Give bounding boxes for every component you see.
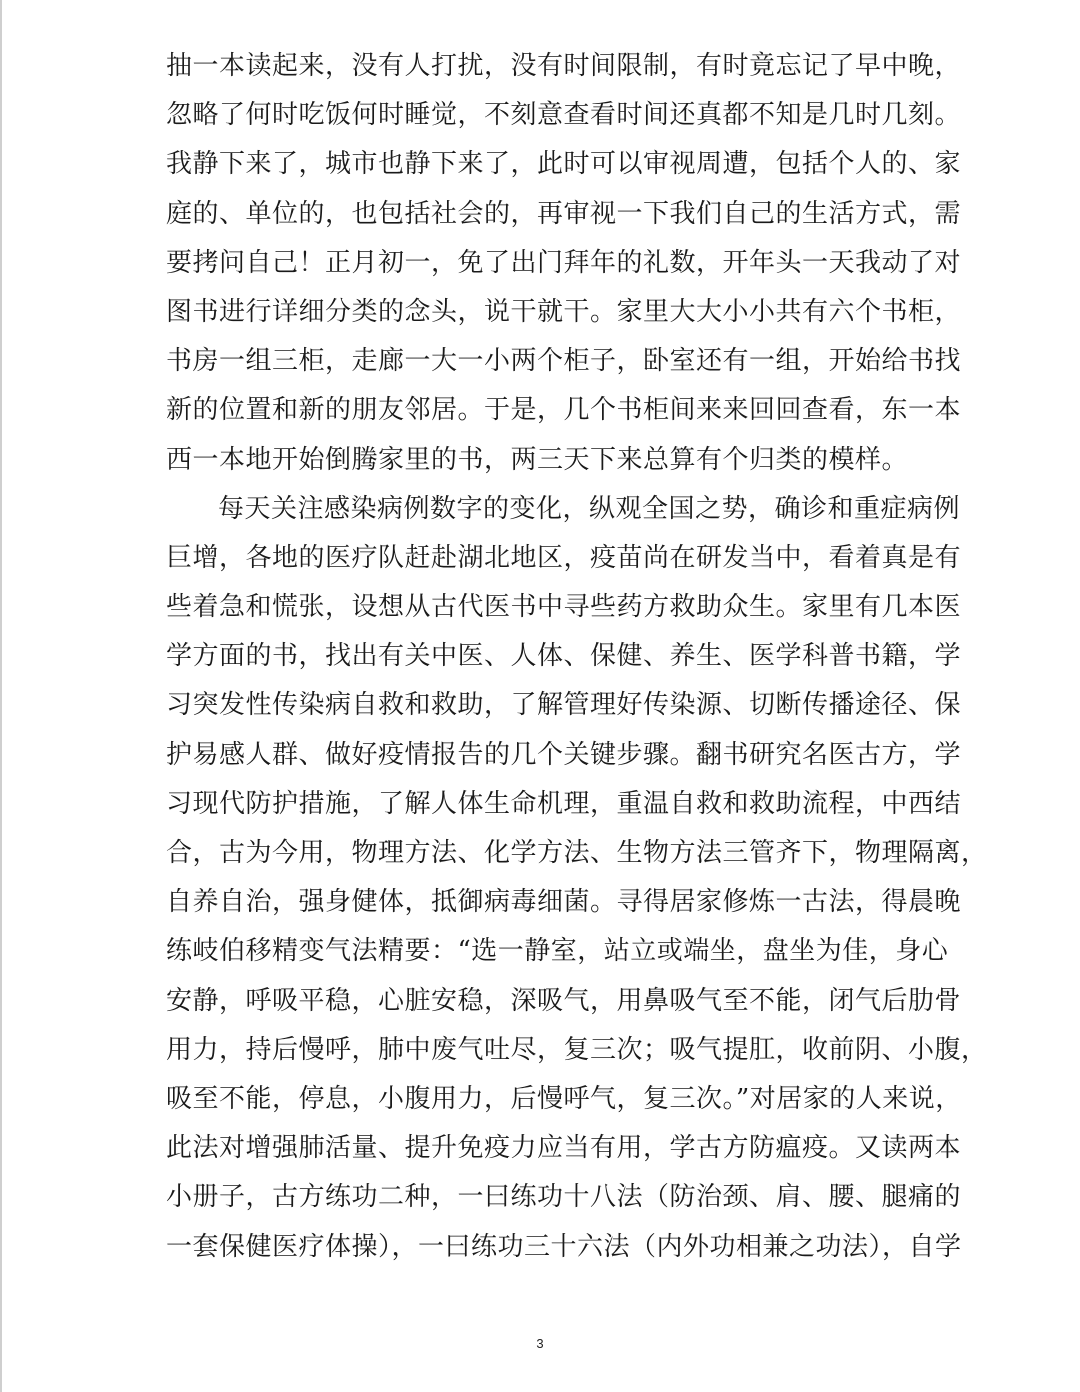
text-line: 合，古为今用，物理方法、化学方法、生物方法三管齐下，物理隔离， bbox=[166, 838, 988, 868]
text-line: 我静下来了，城市也静下来了，此时可以审视周遭，包括个人的、家 bbox=[166, 149, 962, 180]
text-line: 习突发性传染病自救和救助，了解管理好传染源、切断传播途径、保 bbox=[166, 690, 962, 721]
text-line: 巨增，各地的医疗队赶赴湖北地区，疫苗尚在研发当中，看着真是有 bbox=[166, 542, 962, 573]
text-line: 新的位置和新的朋友邻居。于是，几个书柜间来来回回查看，东一本 bbox=[166, 395, 962, 426]
page-edge-divider bbox=[0, 0, 2, 1392]
text-line: 吸至不能，停息，小腹用力，后慢呼气，复三次。”对居家的人来说， bbox=[166, 1083, 962, 1114]
text-line: 安静，呼吸平稳，心脏安稳，深吸气，用鼻吸气至不能，闭气后肋骨 bbox=[166, 985, 962, 1016]
paragraph-first-line: 每天关注感染病例数字的变化，纵观全国之势，确诊和重症病例 bbox=[218, 493, 961, 524]
body-text bbox=[166, 42, 988, 1272]
page-number: 3 bbox=[536, 1336, 544, 1351]
text-line: 自养自治，强身健体，抵御病毒细菌。寻得居家修炼一古法，得晨晚 bbox=[166, 887, 962, 918]
text-line: 一套保健医疗体操），一曰练功三十六法（内外功相兼之功法），自学 bbox=[166, 1231, 962, 1262]
text-line: 图书进行详细分类的念头，说干就干。家里大大小小共有六个书柜， bbox=[166, 296, 962, 327]
text-line: 护易感人群、做好疫情报告的几个关键步骤。翻书研究名医古方，学 bbox=[166, 739, 962, 770]
text-line: 书房一组三柜，走廊一大一小两个柜子，卧室还有一组，开始给书找 bbox=[166, 346, 962, 377]
text-line: 忽略了何时吃饭何时睡觉，不刻意查看时间还真都不知是几时几刻。 bbox=[166, 100, 962, 131]
text-line: 练岐伯移精变气法精要：“选一静室，站立或端坐，盘坐为佳，身心 bbox=[166, 936, 949, 967]
text-line: 西一本地开始倒腾家里的书，两三天下来总算有个归类的模样。 bbox=[166, 444, 909, 475]
text-line: 学方面的书，找出有关中医、人体、保健、养生、医学科普书籍，学 bbox=[166, 641, 962, 672]
text-line: 抽一本读起来，没有人打扰，没有时间限制，有时竟忘记了早中晚， bbox=[166, 51, 962, 81]
text-line: 习现代防护措施，了解人体生命机理，重温自救和救助流程，中西结 bbox=[166, 788, 962, 819]
text-line: 要拷问自己！正月初一，免了出门拜年的礼数，开年头一天我动了对 bbox=[166, 247, 962, 278]
text-line: 此法对增强肺活量、提升免疫力应当有用，学古方防瘟疫。又读两本 bbox=[166, 1133, 962, 1164]
text-line: 小册子，古方练功二种，一曰练功十八法（防治颈、肩、腰、腿痛的 bbox=[166, 1182, 962, 1213]
text-line: 些着急和慌张，设想从古代医书中寻些药方救助众生。家里有几本医 bbox=[166, 592, 962, 623]
text-line: 用力，持后慢呼，肺中废气吐尽，复三次；吸气提肛，收前阴、小腹， bbox=[166, 1034, 988, 1065]
text-line: 庭的、单位的，也包括社会的，再审视一下我们自己的生活方式，需 bbox=[166, 198, 962, 229]
